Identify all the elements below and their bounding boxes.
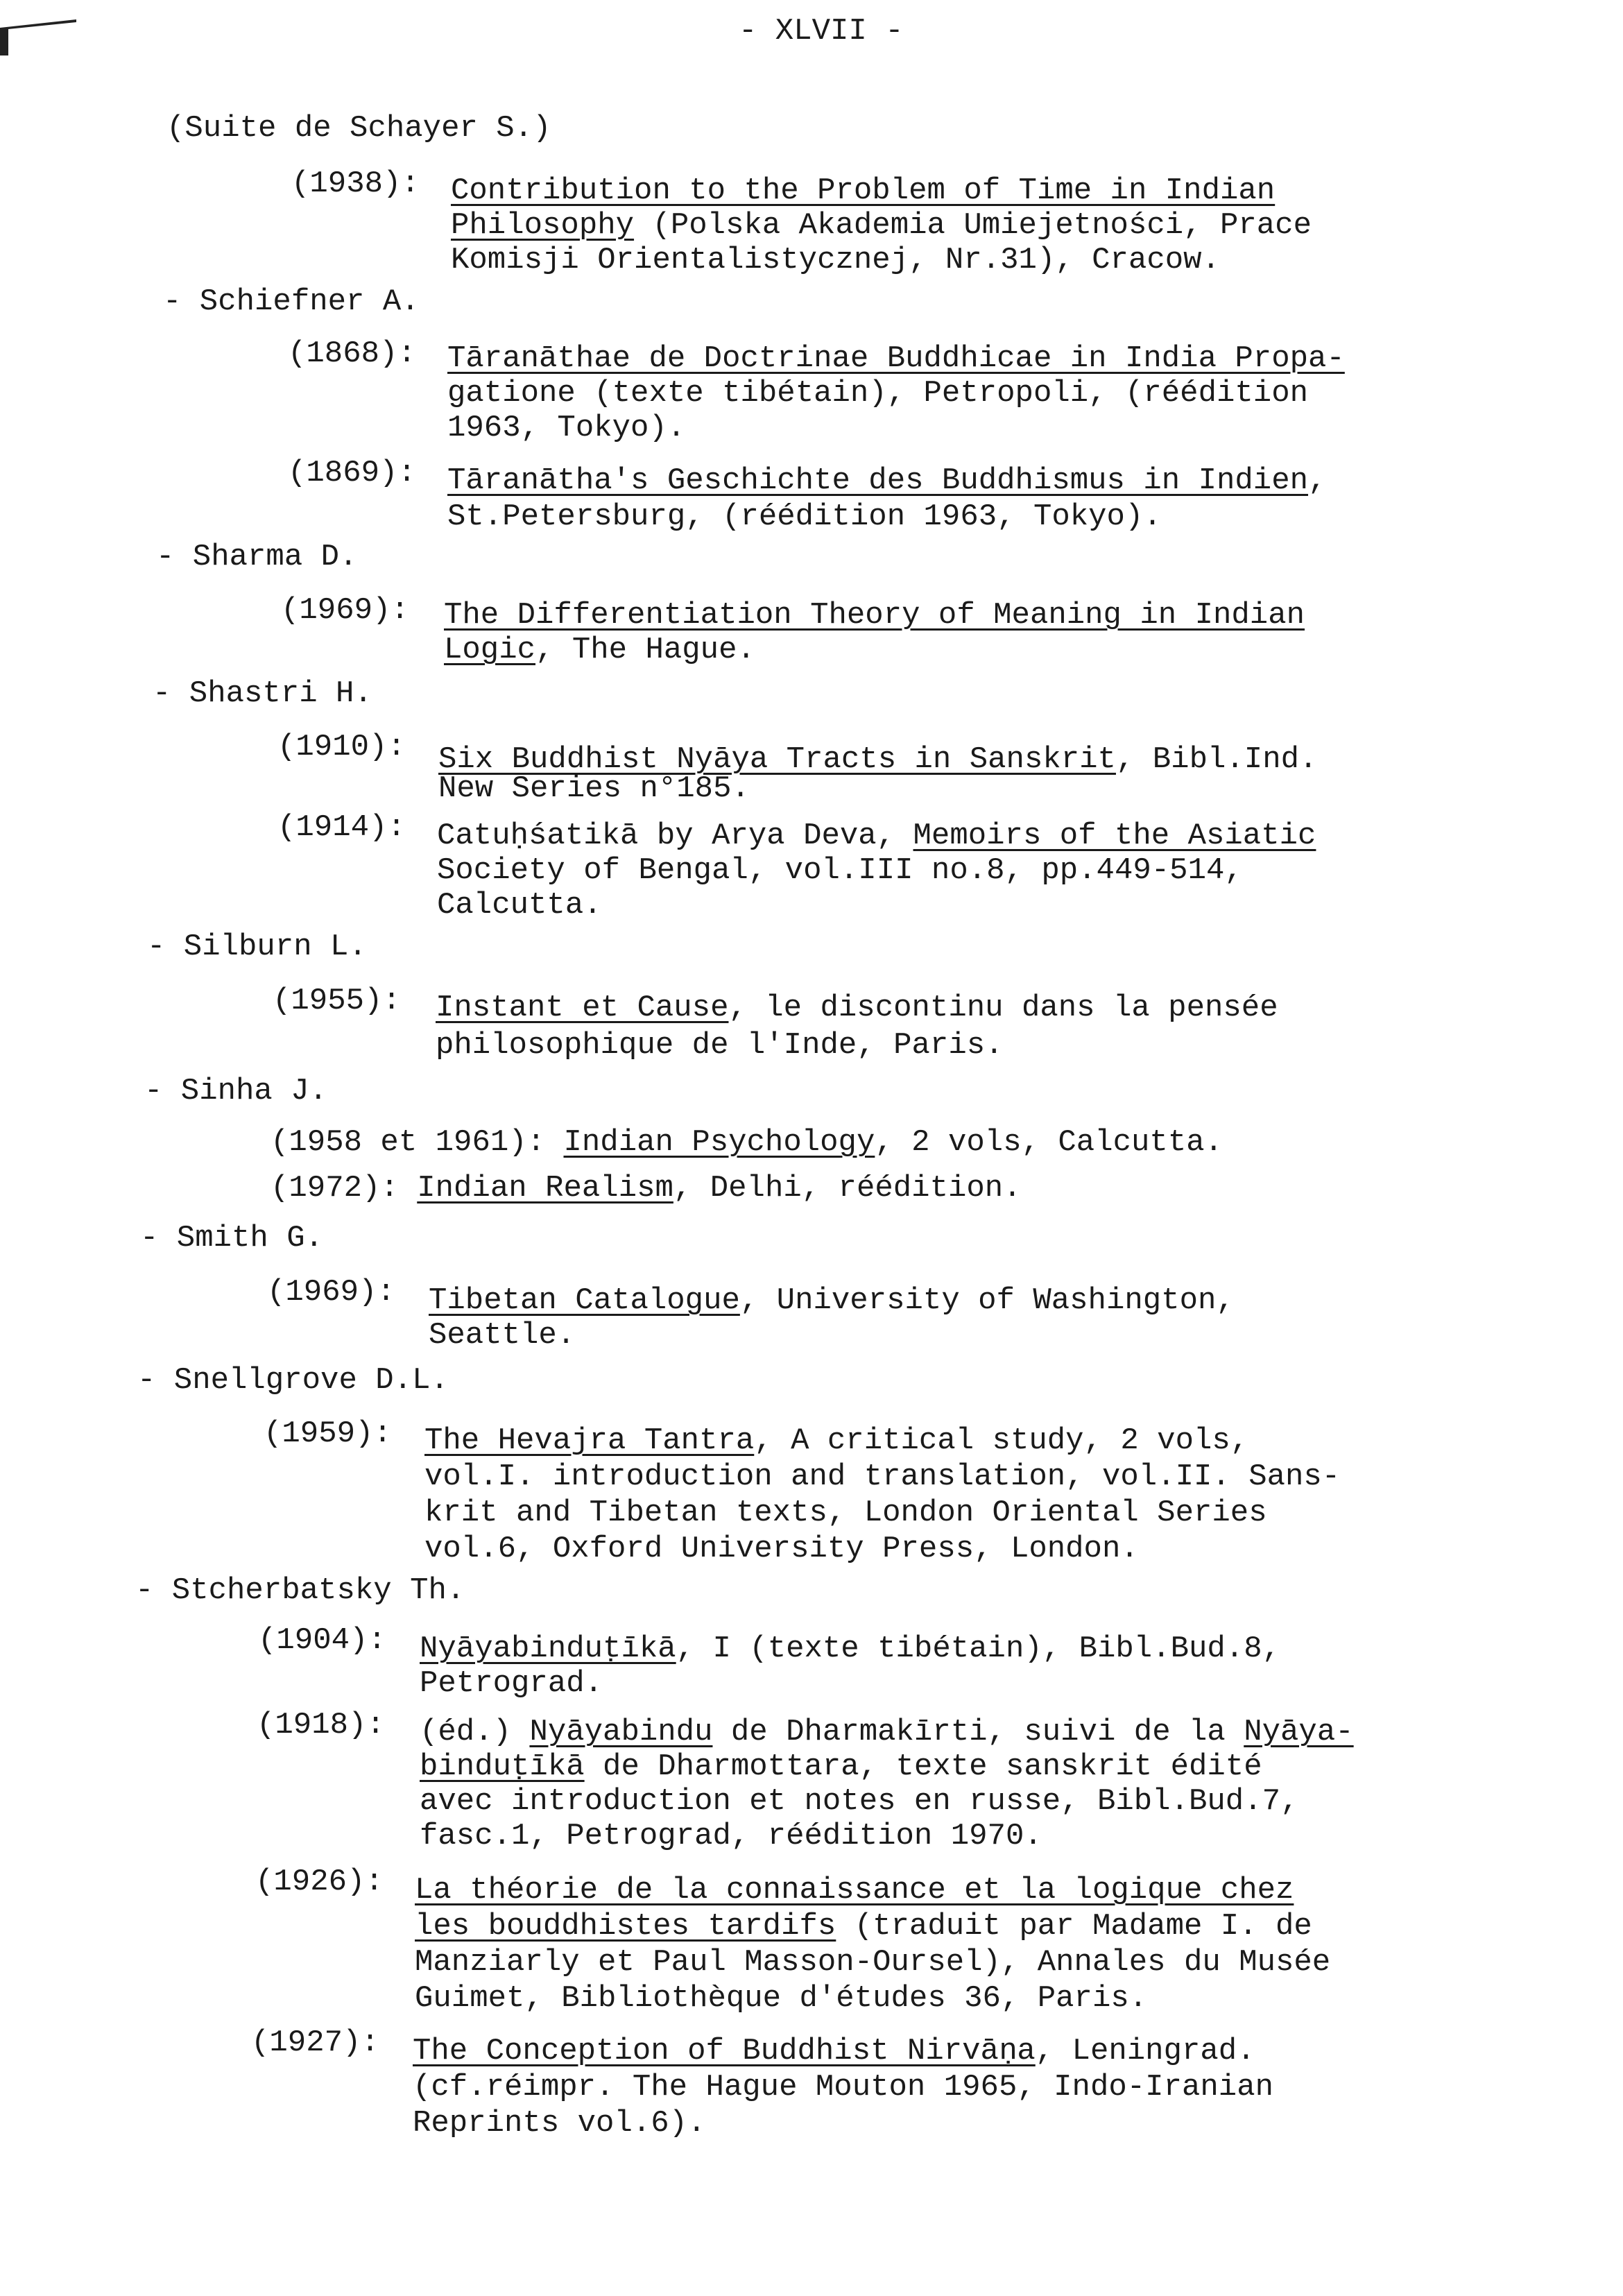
author-heading: - Sinha J.	[144, 1074, 328, 1108]
continuation-header: (Suite de Schayer S.)	[166, 111, 551, 146]
entry-text: , Bibl.Ind.	[1115, 742, 1318, 777]
entry-text: de Dharmakīrti, suivi de la	[712, 1715, 1244, 1749]
entry-title-line2	[447, 376, 1308, 411]
entry-text: vol.I. introduction and translation, vol.II. Sans-	[424, 1459, 1341, 1494]
entry-text: 1963, Tokyo).	[447, 411, 686, 445]
entry-text: , 2 vols, Calcutta.	[875, 1125, 1223, 1160]
entry-text: ,	[1308, 463, 1327, 498]
entry-text: , A critical study, 2 vols,	[754, 1423, 1249, 1458]
entry-text: Guimet, Bibliothèque d'études 36, Paris.	[415, 1981, 1148, 2016]
page-number: - XLVII -	[739, 14, 904, 49]
entry-title: Tibetan Catalogue	[429, 1283, 740, 1318]
entry-title-line1	[429, 1283, 1235, 1318]
entry-title: Tāranātha's Geschichte des Buddhismus in Indien	[447, 463, 1309, 498]
entry-line1	[420, 1715, 1354, 1749]
entry-year: (1972):	[270, 1171, 399, 1206]
entry-year: (1938):	[291, 166, 420, 201]
scan-corner-mark	[0, 14, 76, 55]
author-heading: - Sharma D.	[156, 540, 358, 574]
entry-text: fasc.1, Petrograd, réédition 1970.	[420, 1819, 1042, 1853]
entry-text: krit and Tibetan texts, London Oriental Series	[424, 1496, 1267, 1530]
entry-text: (Polska Akademia Umiejetności, Prace	[634, 208, 1312, 243]
entry-title: Memoirs of the Asiatic	[913, 819, 1316, 853]
author-heading: - Shastri H.	[153, 676, 372, 711]
entry-year: (1910):	[277, 730, 406, 764]
entry-line2	[420, 1749, 1262, 1784]
entry-text: (traduit par Madame I. de	[836, 1909, 1312, 1944]
entry-title-line1	[420, 1631, 1280, 1666]
entry-text: , Delhi, réédition.	[673, 1171, 1022, 1206]
entry-year: (1904):	[258, 1623, 386, 1658]
entry-text: , le discontinu dans la pensée	[728, 991, 1278, 1025]
entry-sinha-1958	[270, 1125, 1223, 1160]
author-heading: - Stcherbatsky Th.	[135, 1573, 465, 1608]
entry-text: Society of Bengal, vol.III no.8, pp.449-514,	[437, 853, 1243, 888]
entry-text: philosophique de l'Inde, Paris.	[436, 1028, 1004, 1063]
entry-title-line2	[415, 1909, 1312, 1944]
entry-title: La théorie de la connaissance et la logique chez	[415, 1873, 1294, 1908]
entry-year: (1958 et 1961):	[270, 1125, 546, 1160]
entry-text: Reprints vol.6).	[413, 2106, 706, 2141]
entry-title: Six Buddhist Nyāya Tracts in Sanskrit	[438, 742, 1116, 777]
entry-title-line2	[451, 208, 1312, 243]
entry-title: The Hevajra Tantra	[424, 1423, 755, 1458]
entry-title: Nyāyabinduṭīkā	[420, 1631, 676, 1666]
author-heading: - Smith G.	[140, 1221, 324, 1256]
entry-year: (1955):	[273, 984, 401, 1018]
entry-text: , University of Washington,	[739, 1283, 1235, 1318]
entry-title: gatione	[447, 376, 576, 411]
entry-title: Nyāyabindu	[529, 1715, 713, 1749]
entry-title: Nyāya-	[1244, 1715, 1354, 1749]
entry-text: (cf.réimpr. The Hague Mouton 1965, Indo-Iranian	[413, 2070, 1274, 2105]
entry-year: (1969):	[267, 1275, 395, 1310]
entry-text: , Leningrad.	[1035, 2034, 1255, 2068]
entry-year: (1959):	[264, 1416, 392, 1451]
author-heading: - Schiefner A.	[163, 284, 420, 319]
entry-text: (texte tibétain), Petropoli, (réédition	[575, 376, 1309, 411]
entry-text: Petrograd.	[420, 1666, 603, 1701]
entry-title-line1	[413, 2034, 1255, 2068]
entry-title-line1	[436, 991, 1278, 1025]
entry-title: les bouddhistes tardifs	[415, 1909, 836, 1944]
entry-title: Contribution to the Problem of Time in Indian	[451, 173, 1276, 208]
entry-text: New Series n°185.	[438, 771, 750, 806]
author-heading: - Snellgrove D.L.	[137, 1363, 449, 1398]
entry-title: The Differentiation Theory of Meaning in Indian	[444, 598, 1305, 633]
entry-title: Logic	[444, 633, 536, 667]
entry-year: (1927):	[251, 2025, 379, 2060]
entry-text: avec introduction et notes en russe, Bibl.Bud.7,	[420, 1784, 1299, 1819]
entry-text: Calcutta.	[437, 888, 602, 923]
entry-title: Indian Psychology	[563, 1125, 875, 1160]
entry-text: St.Petersburg, (réédition 1963, Tokyo).	[447, 499, 1162, 534]
entry-title: Instant et Cause	[436, 991, 729, 1025]
entry-title: Philosophy	[451, 208, 635, 243]
entry-title-line1	[447, 463, 1326, 498]
entry-title: Tāranāthae de Doctrinae Buddhicae in India Propa-	[447, 341, 1345, 376]
entry-line1	[437, 819, 1316, 853]
entry-year: (1914):	[277, 810, 406, 845]
entry-text: vol.6, Oxford University Press, London.	[424, 1532, 1139, 1566]
entry-text: Komisji Orientalistycznej, Nr.31), Cracow.	[451, 243, 1220, 277]
entry-year: (1868):	[288, 336, 416, 371]
entry-year: (1918):	[257, 1708, 385, 1742]
entry-text: , The Hague.	[535, 633, 755, 667]
entry-year: (1969):	[281, 593, 409, 628]
entry-title: The Conception of Buddhist Nirvāṇa	[413, 2034, 1036, 2068]
entry-title-line2	[444, 633, 755, 667]
entry-sinha-1972	[270, 1171, 1022, 1206]
entry-text: de Dharmottara, texte sanskrit édité	[584, 1749, 1262, 1784]
entry-year: (1869):	[288, 456, 416, 490]
entry-title: binduṭīkā	[420, 1749, 585, 1784]
entry-text: Manziarly et Paul Masson-Oursel), Annales du Musée	[415, 1945, 1331, 1980]
entry-text: Seattle.	[429, 1318, 576, 1353]
entry-text: Catuḥśatikā by Arya Deva,	[437, 819, 913, 853]
entry-text: , I (texte tibétain), Bibl.Bud.8,	[676, 1631, 1281, 1666]
entry-title: Indian Realism	[417, 1171, 673, 1206]
author-heading: - Silburn L.	[147, 929, 367, 964]
entry-year: (1926):	[255, 1865, 384, 1899]
entry-text: (éd.)	[420, 1715, 530, 1749]
entry-title-line1	[424, 1423, 1248, 1458]
